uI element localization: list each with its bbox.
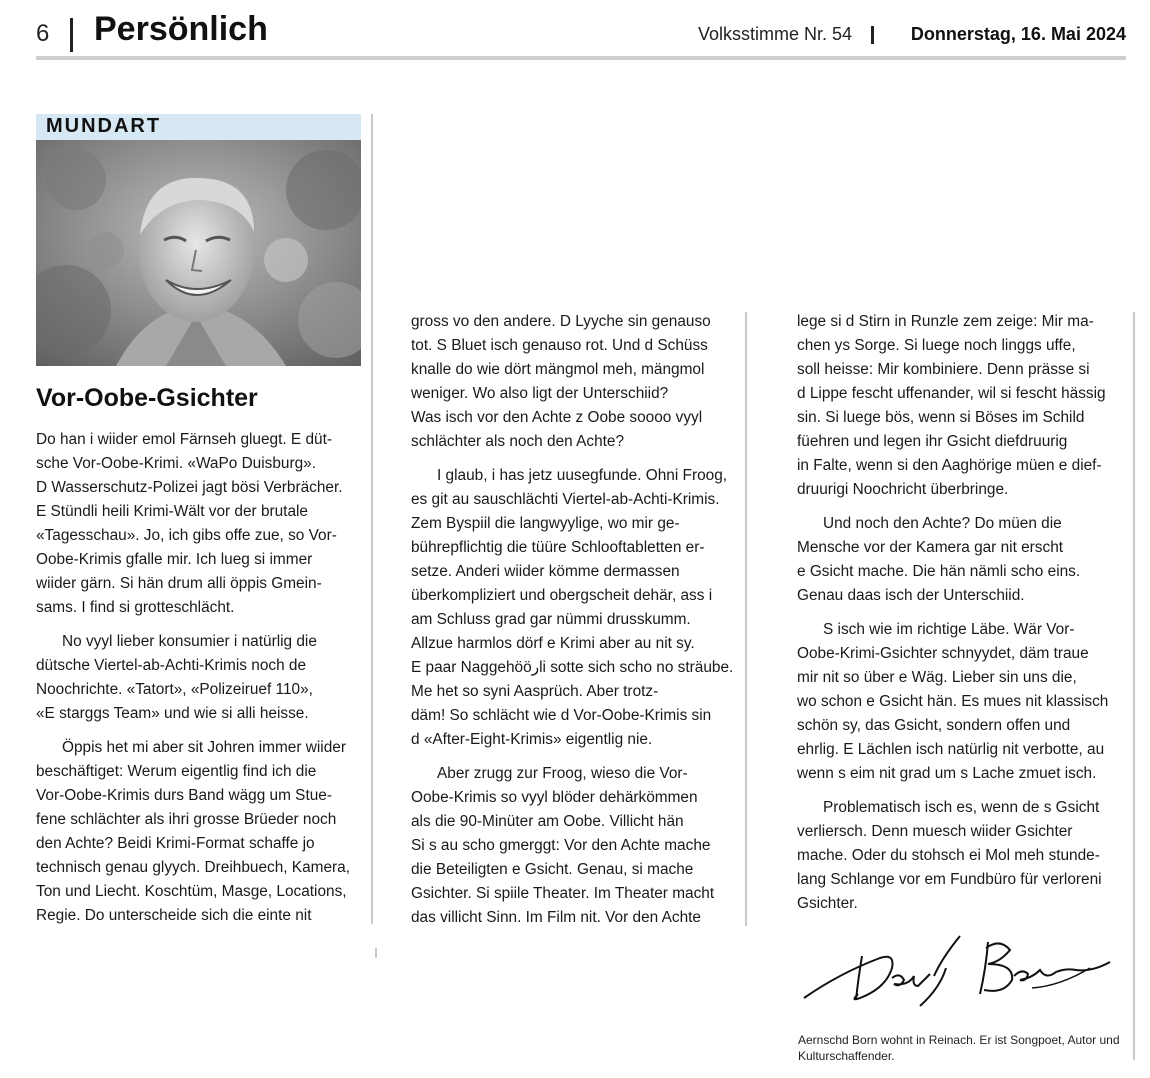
paragraph: Problematisch isch es, wenn de s Gsicht verliersch. Denn muesch wiider Gsichter mache. Oder du stohsch ei Mol meh stunde- lang Schlange vor em Fundbüro für verloreni Gsichter. bbox=[797, 799, 1102, 912]
issue-date: Donnerstag, 16. Mai 2024 bbox=[910, 24, 1126, 44]
issue-number: Volksstimme Nr. 54 bbox=[697, 24, 852, 44]
paragraph: Und noch den Achte? Do müen die Mensche vor der Kamera gar nit erscht e Gsicht mache. Die hän nämli scho eins. Genau daas isch der Unterschiid. bbox=[797, 515, 1081, 604]
header-divider bbox=[70, 18, 73, 52]
article-headline: Vor-Oobe-Gsichter bbox=[36, 384, 258, 412]
kicker: MUNDART bbox=[46, 115, 162, 137]
header-divider bbox=[871, 26, 874, 44]
author-portrait-icon bbox=[36, 140, 361, 366]
author-bio: Aernschd Born wohnt in Reinach. Er ist Songpoet, Autor und Kulturschaffender. bbox=[798, 1033, 1120, 1063]
column-divider bbox=[745, 312, 747, 926]
page-number: 6 bbox=[36, 20, 50, 47]
author-photo bbox=[36, 140, 361, 366]
paragraph: Do han i wiider emol Färnseh gluegt. E düt- sche Vor-Oobe-Krimi. «WaPo Duisburg». D Wasserschutz-Polizei jagt bösi Verbrächer. E Stündli heili Krimi-Wält vor der brutale «Tagesschau». Jo, ich gibs offe zue, so Vor- Oobe-Krimis gfalle mir. Ich lueg si immer wiider gärn. Si hän drum alli öppis Gmein- sams. I find si grotteschlächt. bbox=[36, 431, 343, 616]
page-header bbox=[36, 8, 1126, 52]
paragraph: Öppis het mi aber sit Johren immer wiider beschäftiget: Werum eigentlig find ich die Vor-Oobe-Krimis durs Band wägg um Stue- fene schlächter als ihri grosse Brüeder noch den Achte? Beidi Krimi-Format schaffe jo technisch genau glyych. Dreihbuech, Kamera, Ton und Liecht. Koschtüm, Masge, Locations, Regie. Do unterscheide sich die einte nit bbox=[36, 739, 350, 924]
paragraph: I glaub, i has jetz uusegfunde. Ohni Froog, es git au sauschlächti Viertel-ab-Achti-Krimis. Zem Byspiil die langwyylige, wo mir ge- bührepflichtig die tüüre Schlooftabletten er- setze. Anderi wiider kömme dermassen überkompliziert und obergscheit dehär, ass i am Schluss grad gar nümmi drusskumm. Allzue harmlos dörf e Krimi aber au nit sy. E paar Naggehööرli sotte sich scho no sträube. Me het so syni Aasprüch. Aber trotz- däm! So schlächt wie d Vor-Oobe-Krimis sin d «After-Eight-Krimis» eigentlig nie. bbox=[411, 467, 734, 748]
article-column-2 bbox=[411, 310, 745, 940]
paragraph: gross vo den andere. D Lyyche sin genauso tot. S Bluet isch genauso rot. Und d Schüss knalle do wie dört mängmol meh, mängmol weniger. Wo also ligt der Unterschiid? Was isch vor den Achte z Oobe soooo vyyl schlächter als noch den Achte? bbox=[411, 313, 711, 450]
article-column-1 bbox=[36, 428, 366, 938]
paragraph: No vyyl lieber konsumier i natürlig die dütsche Viertel-ab-Achti-Krimis noch de Noochrichte. «Tatort», «Polizeiruef 110», «E starggs Team» und wie si alli heisse. bbox=[36, 633, 317, 722]
article-column-3 bbox=[797, 310, 1129, 926]
column-divider bbox=[1133, 312, 1135, 1060]
handwritten-signature-icon bbox=[800, 928, 1122, 1018]
section-title: Persönlich bbox=[94, 10, 268, 48]
paragraph: S isch wie im richtige Läbe. Wär Vor- Oobe-Krimi-Gsichter schnyydet, däm traue mir nit so über e Wäg. Lieber sin uns die, wo schon e Gsicht hän. Es mues nit klassisch schön sy, das Gsicht, sondern offen und ehrlig. E Lächlen isch natürlig nit verbotte, au wenn s eim nit grad um s Lache zmuet isch. bbox=[797, 621, 1109, 782]
kicker-bar bbox=[36, 114, 361, 140]
signature bbox=[800, 928, 1122, 1018]
paragraph: Aber zrugg zur Froog, wieso die Vor- Oobe-Krimis so vyyl blöder dehärkömmen als die 90-Minüter am Oobe. Villicht hän Si s au scho gmerggt: Vor den Achte mache die Beteiligten e Gsicht. Genau, si mache Gsichter. Si spiile Theater. Im Theater macht das villicht Sinn. Im Film nit. Vor den Achte bbox=[411, 765, 715, 926]
paragraph: lege si d Stirn in Runzle zem zeige: Mir ma- chen ys Sorge. Si luege noch linggs uffe, soll heisse: Mir kombiniere. Denn prässe si d Lippe fescht uffenander, wil si fescht hässig sin. Si luege bös, wenn si Böses im Schild füehren und legen ihr Gsicht diefdruurig in Falte, wenn si den Aaghörige müen e dief- druurigi Noochricht überbringe. bbox=[797, 313, 1106, 498]
column-divider bbox=[375, 948, 377, 958]
column-divider bbox=[371, 114, 373, 924]
header-rule bbox=[36, 56, 1126, 60]
